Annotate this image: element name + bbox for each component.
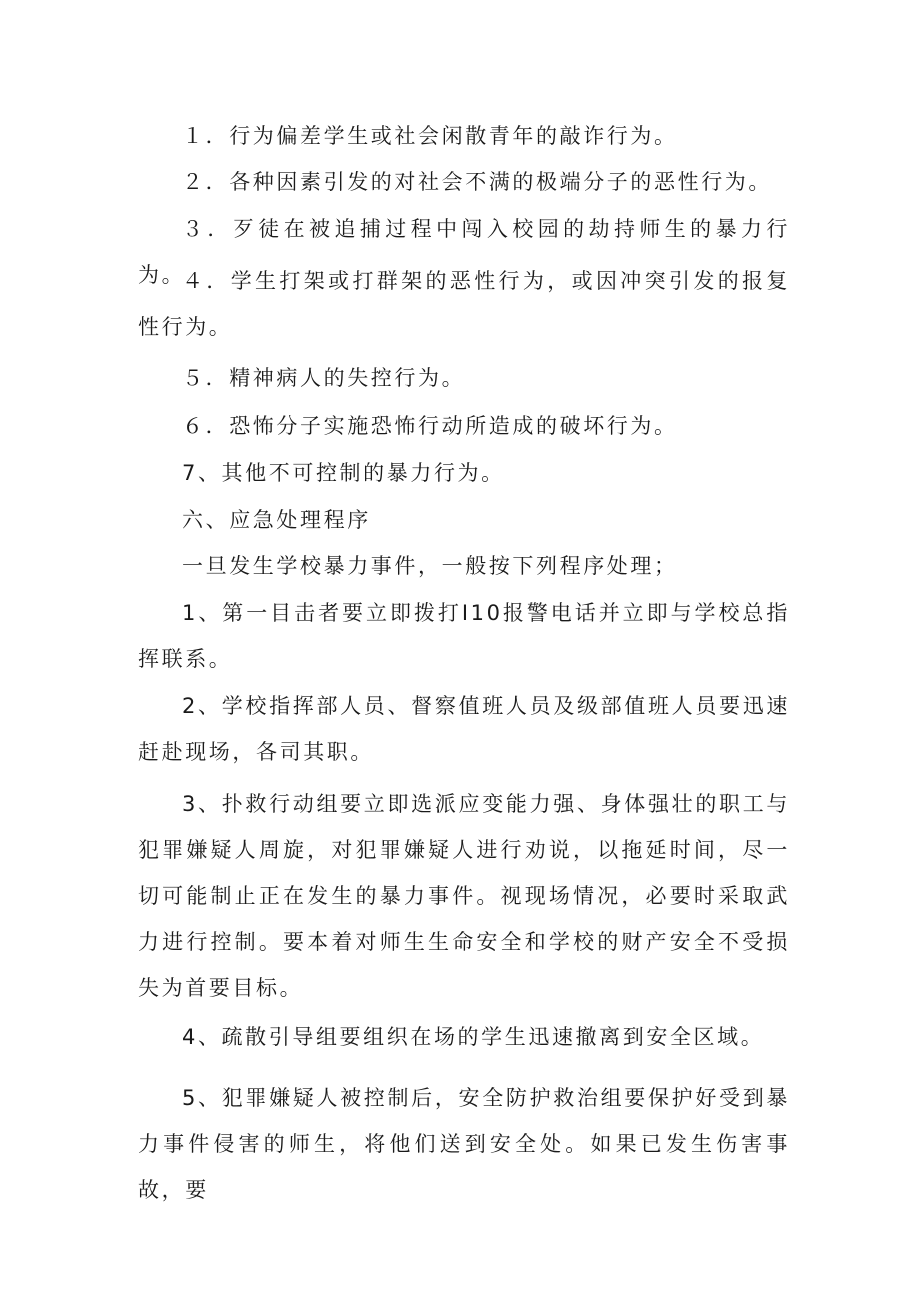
procedure-step-2: 2、学校指挥部人员、督察值班人员及级部值班人员要迅速赶赴现场，各司其职。 [138, 694, 790, 764]
paragraph-item-4: ４．学生打架或打群架的恶性行为，或因冲突引发的报复性行为。 [138, 269, 790, 339]
paragraph-item-7: 7、其他不可控制的暴力行为。 [182, 461, 505, 485]
procedure-intro: 一旦发生学校暴力事件，一般按下列程序处理； [182, 554, 678, 578]
procedure-step-4: 4、疏散引导组要组织在场的学生迅速撤离到安全区域。 [182, 1025, 765, 1049]
paragraph-item-1: １．行为偏差学生或社会闲散青年的敲诈行为。 [182, 124, 678, 148]
procedure-step-1: 1、第一目击者要立即拨打I10报警电话并立即与学校总指挥联系。 [138, 601, 790, 671]
procedure-step-3: 3、扑救行动组要立即选派应变能力强、身体强壮的职工与犯罪嫌疑人周旋，对犯罪嫌疑人进行劝说，以拖延时间，尽一切可能制止正在发生的暴力事件。视现场情况，必要时采取武力进行控制。要本着对师生生命安全和学校的财产安全不受损失为首要目标。 [138, 792, 790, 1000]
section-heading: 六、应急处理程序 [182, 508, 371, 532]
paragraph-item-2: ２．各种因素引发的对社会不满的极端分子的恶性行为。 [182, 170, 772, 194]
paragraph-item-6: ６．恐怖分子实施恐怖行动所造成的破坏行为。 [182, 414, 678, 438]
paragraph-item-5: ５．精神病人的失控行为。 [182, 366, 466, 390]
procedure-step-5: 5、犯罪嫌疑人被控制后，安全防护救治组要保护好受到暴力事件侵害的师生，将他们送到安全处。如果已发生伤害事故，要 [138, 1086, 790, 1202]
paragraph-item-3: ３．歹徒在被追捕过程中闯入校园的劫持师生的暴力行为。 [138, 217, 790, 287]
